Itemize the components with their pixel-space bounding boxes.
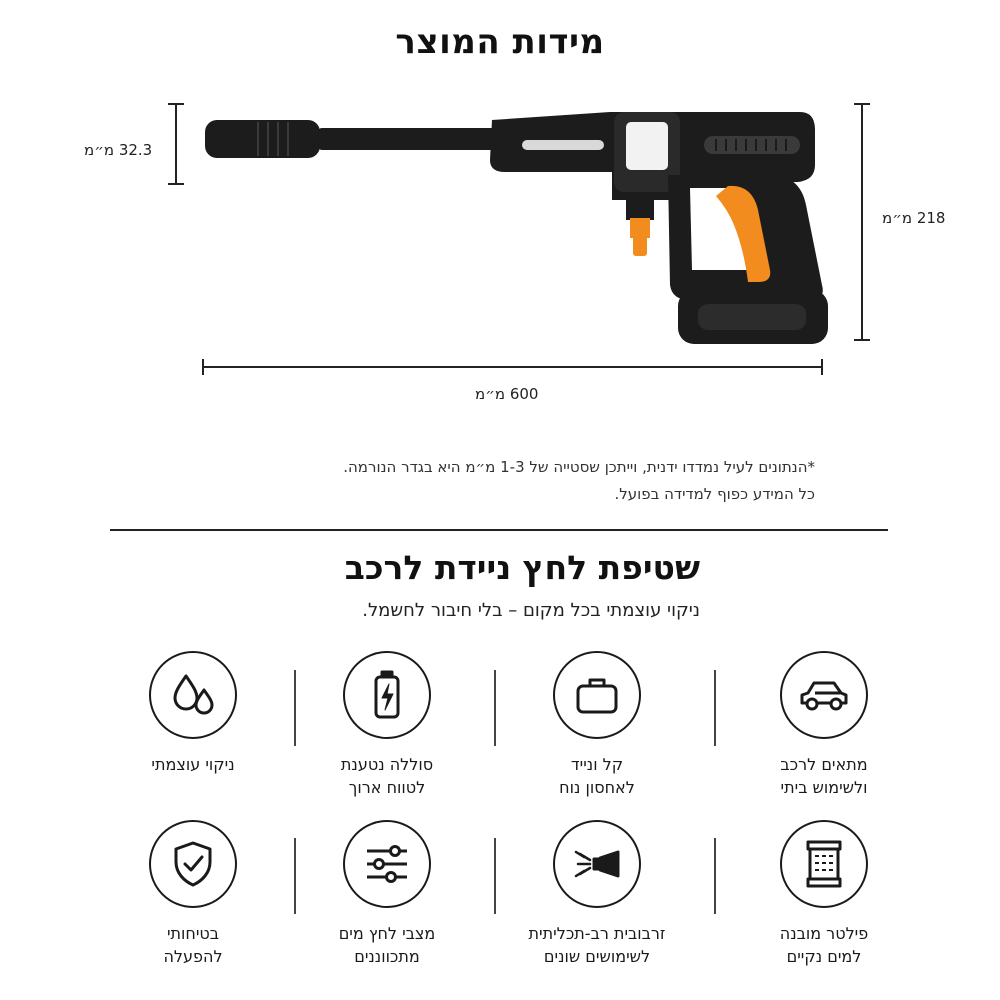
feature-label-line-2: למים נקיים	[786, 947, 862, 966]
section-divider	[110, 529, 888, 531]
feature-label-line-2: ולשימוש ביתי	[780, 778, 868, 797]
measurement-note-line-2: כל המידע כפוף למדידה בפועל.	[614, 485, 815, 503]
spray-nozzle-icon	[553, 820, 641, 908]
water-drops-icon	[149, 651, 237, 739]
feature-label-line-1: מתאים לרכב	[780, 755, 868, 774]
feature-label-line-2: להפעלה	[163, 947, 223, 966]
feature-portable	[492, 651, 702, 799]
feature-label-line-2: לטווח ארוך	[348, 778, 426, 797]
feature-powerful-cleaning	[88, 651, 298, 776]
feature-label-line-2: מתכווננים	[354, 947, 420, 966]
shield-check-icon	[149, 820, 237, 908]
length-dimension-line	[203, 359, 822, 375]
feature-label-line-1: סוללה נטענת	[340, 755, 434, 774]
section-subheading: ניקוי עוצמתי בכל מקום – בלי חיבור לחשמל.	[362, 600, 700, 621]
nozzle-dimension-label: 32.3 מ״מ	[84, 141, 153, 159]
nozzle-dimension-line	[168, 104, 184, 184]
feature-label-line-1: מצבי לחץ מים	[338, 924, 436, 943]
product-diagram	[0, 0, 1000, 420]
pressure-washer-gun-illustration	[205, 112, 828, 344]
measurement-note-line-1: *הנתונים לעיל נמדדו ידנית, וייתכן שסטייה של 1-3 מ״מ היא בגדר הנורמה.	[343, 458, 815, 476]
section-heading: שטיפת לחץ ניידת לרכב	[344, 548, 700, 587]
feature-rechargeable-battery	[282, 651, 492, 799]
feature-multi-purpose-nozzle	[492, 820, 702, 968]
filter-icon	[780, 820, 868, 908]
feature-label-line-1: פילטר מובנה	[779, 924, 869, 943]
height-dimension-line	[854, 104, 870, 340]
feature-safe-operation	[88, 820, 298, 968]
bag-icon	[553, 651, 641, 739]
feature-label-line-1: בטיחותי	[166, 924, 220, 943]
column-separator	[714, 670, 716, 746]
column-separator	[714, 838, 716, 914]
car-icon	[780, 651, 868, 739]
feature-adjustable-pressure	[282, 820, 492, 968]
feature-label-line-1: זרבובית רב-תכליתית	[528, 924, 666, 943]
sliders-icon	[343, 820, 431, 908]
feature-label-line-1: ניקוי עוצמתי	[151, 755, 235, 774]
feature-car-and-home-use	[719, 651, 929, 799]
feature-label-line-2: לשימושים שונים	[543, 947, 651, 966]
feature-label-line-2: לאחסון נוח	[559, 778, 635, 797]
page-title: מידות המוצר	[395, 22, 605, 62]
length-dimension-label: 600 מ״מ	[475, 385, 539, 403]
battery-icon	[343, 651, 431, 739]
feature-built-in-filter	[719, 820, 929, 968]
height-dimension-label: 218 מ״מ	[882, 209, 946, 227]
feature-label-line-1: קל ונייד	[570, 755, 624, 774]
